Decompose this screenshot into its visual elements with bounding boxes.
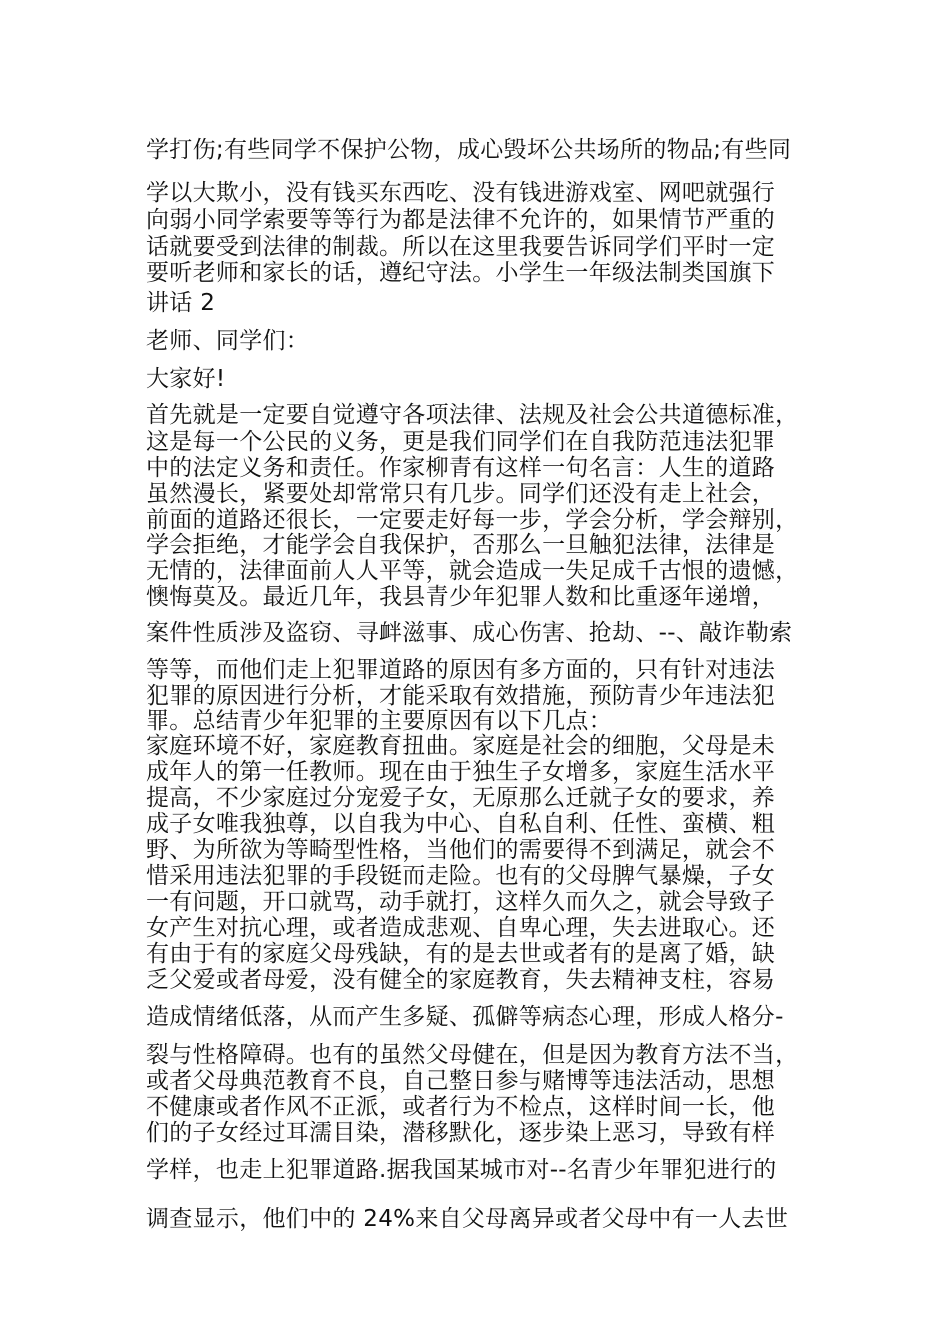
text-line: 成年人的第一任教师。现在由于独生子女增多，家庭生活水平 — [146, 759, 776, 785]
text-line: 们的子女经过耳濡目染，潜移默化，逐步染上恶习，导致有样 — [146, 1120, 776, 1146]
text-line: 虽然漫长，紧要处却常常只有几步。同学们还没有走上社会， — [146, 481, 776, 507]
text-line: 犯罪的原因进行分析，才能采取有效措施，预防青少年违法犯 — [146, 683, 776, 709]
text-line: 或者父母典范教育不良，自己整日参与赌博等违法活动，思想 — [146, 1068, 776, 1094]
text-line: 中的法定义务和责任。作家柳青有这样一句名言：人生的道路 — [146, 455, 776, 481]
text-line: 学会拒绝，才能学会自我保护，否那么一旦触犯法律，法律是 — [146, 532, 776, 558]
text-line: 造成情绪低落，从而产生多疑、孤僻等病态心理，形成人格分- — [146, 1004, 784, 1030]
text-line: 调查显示，他们中的 24%来自父母离异或者父母中有一人去世 — [146, 1206, 789, 1232]
text-line: 成子女唯我独尊，以自我为中心、自私自利、任性、蛮横、粗 — [146, 811, 776, 837]
text-line: 等等，而他们走上犯罪道路的原因有多方面的，只有针对违法 — [146, 657, 776, 683]
text-line: 这是每一个公民的义务，更是我们同学们在自我防范违法犯罪 — [146, 429, 776, 455]
text-line: 罪。总结青少年犯罪的主要原因有以下几点： — [146, 708, 612, 734]
text-line: 裂与性格障碍。也有的虽然父母健在，但是因为教育方法不当， — [146, 1042, 799, 1068]
text-line: 学样，也走上犯罪道路.据我国某城市对--名青少年罪犯进行的 — [146, 1157, 777, 1183]
text-line: 无情的，法律面前人人平等，就会造成一失足成千古恨的遗憾， — [146, 558, 799, 584]
text-line: 要听老师和家长的话，遵纪守法。小学生一年级法制类国旗下 — [146, 260, 776, 286]
text-line: 懊悔莫及。最近几年，我县青少年犯罪人数和比重逐年递增， — [146, 584, 776, 610]
text-line: 野、为所欲为等畸型性格，当他们的需要得不到满足，就会不 — [146, 837, 776, 863]
text-line: 前面的道路还很长，一定要走好每一步，学会分析，学会辩别， — [146, 507, 799, 533]
text-line: 讲话 2 — [146, 290, 216, 316]
text-line: 学以大欺小，没有钱买东西吃、没有钱进游戏室、网吧就强行 — [146, 180, 776, 206]
text-line: 乏父爱或者母爱，没有健全的家庭教育，失去精神支柱，容易 — [146, 967, 776, 993]
text-line: 话就要受到法律的制裁。所以在这里我要告诉同学们平时一定 — [146, 234, 776, 260]
text-line: 女产生对抗心理，或者造成悲观、自卑心理，失去进取心。还 — [146, 915, 776, 941]
text-line: 首先就是一定要自觉遵守各项法律、法规及社会公共道德标准， — [146, 402, 799, 428]
text-line: 案件性质涉及盗窃、寻衅滋事、成心伤害、抢劫、--、敲诈勒索 — [146, 620, 793, 646]
text-line: 家庭环境不好，家庭教育扭曲。家庭是社会的细胞，父母是未 — [146, 733, 776, 759]
text-line: 惜采用违法犯罪的手段铤而走险。也有的父母脾气暴燥，子女 — [146, 863, 776, 889]
text-line: 有由于有的家庭父母残缺，有的是去世或者有的是离了婚，缺 — [146, 941, 776, 967]
text-line: 提高，不少家庭过分宠爱子女，无原那么迁就子女的要求，养 — [146, 785, 776, 811]
text-line: 学打伤;有些同学不保护公物，成心毁坏公共场所的物品;有些同 — [146, 137, 792, 163]
text-line: 一有问题，开口就骂，动手就打，这样久而久之，就会导致子 — [146, 889, 776, 915]
text-line: 不健康或者作风不正派，或者行为不检点，这样时间一长，他 — [146, 1094, 776, 1120]
greeting: 大家好! — [146, 366, 226, 392]
text-line: 向弱小同学索要等等行为都是法律不允许的，如果情节严重的 — [146, 207, 776, 233]
salutation: 老师、同学们： — [146, 328, 310, 354]
